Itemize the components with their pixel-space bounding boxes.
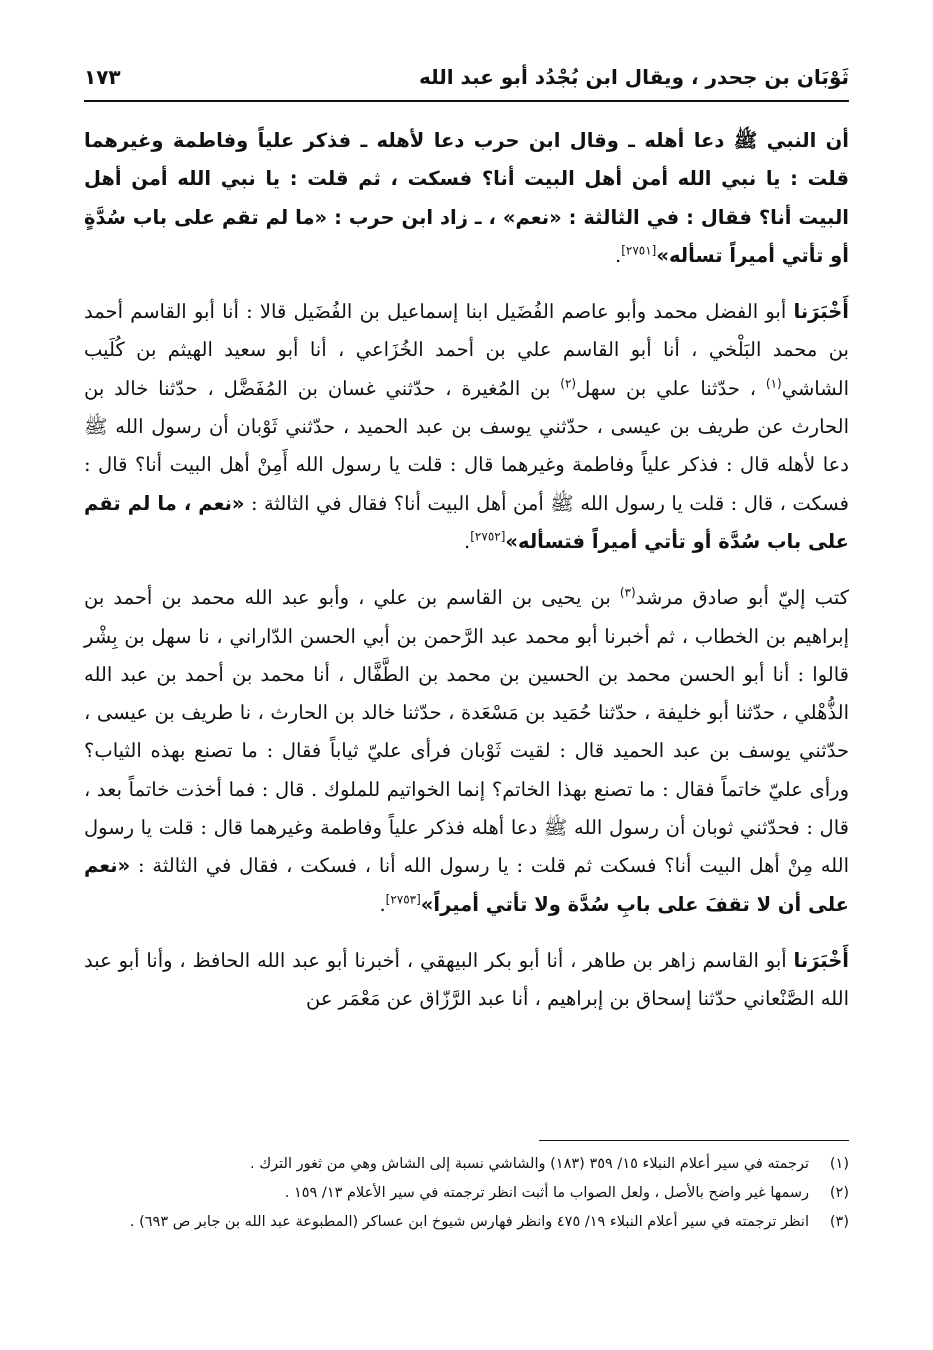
text-run: «نعم على أن لا تقفَ على بابِ سُدَّة ولا تأتي أميراً» [84, 854, 849, 916]
footnote-text: رسمها غير واضح بالأصل ، ولعل الصواب ما أثبت انظر ترجمته في سير الأعلام ١٣/ ١٥٩ . [284, 1185, 809, 1201]
footnote [84, 1150, 849, 1179]
footnote-number: (١) [829, 1156, 849, 1172]
text-run: «نعم» ، ـ زاد ابن حرب : «ما لم تقم على باب سُدَّةٍ أو تأتي أميراً تسأله» [84, 205, 849, 267]
paragraph-lead-word: أَخْبَرَنا [793, 300, 849, 324]
paragraph [84, 122, 849, 275]
footnote-reference: [٢٧٥٣] [385, 892, 421, 907]
footnote-reference: [٢٧٥٢] [470, 529, 506, 544]
footnote-number: (٣) [829, 1214, 849, 1230]
paragraph [84, 293, 849, 561]
text-run: أبو القاسم زاهر بن طاهر ، أنا أبو بكر البيهقي ، أخبرنا أبو عبد الله الحافظ ، وأنا أبو عبد الله الصَّنْعاني حدّثنا إسحاق بن إبراهيم ، أنا عبد الرَّزّاق عن مَعْمَر عن [84, 948, 849, 1011]
page-header [84, 58, 849, 96]
text-run: بن يحيى بن القاسم بن علي ، وأبو عبد الله محمد بن أحمد بن إبراهيم بن الخطاب ، ثم أخبرنا أبو محمد عبد الرَّحمن بن أبي الحسن الدّاراني ، نا سهل بن بِشْر قالوا : أنا أبو الحسن محمد بن الحسين بن محمد بن الطَّفَّال ، أنا محمد بن أحمد بن عبد الله الذُّهْلي ، حدّثنا أبو خليفة ، حدّثنا حُمَيد بن مَسْعَدة ، حدّثنا خالد بن الحارث ، نا طريف بن عيسى ، حدّثني يوسف بن عبد الحميد قال : لقيت ثَوْبان فرأى عليّ ثياباً فقال : ما تصنع بهذه الثياب؟ ورأى عليّ خاتماً فقال : ما تصنع بهذا الخاتم؟ إنما الخواتيم للملوك . قال : فما أخذت خاتماً بعد ، قال : فحدّثني ثوبان أن رسول الله ﷺ دعا أهله فذكر علياً وفاطمة وغيرهما قال : قلت يا رسول الله مِنْ أهل البيت أنا؟ فسكت ثم قلت : يا رسول الله أنا ، فسكت ، فقال في الثالثة : [84, 586, 849, 878]
footnote-reference: [٢٧٥١] [621, 243, 657, 258]
footnote [84, 1208, 849, 1237]
text-run: «نعم ، ما لم تقم على باب سُدَّة أو تأتي أميراً فتسأله» [84, 491, 849, 553]
body-text [84, 122, 849, 1037]
text-run: أبو الفضل محمد وأبو عاصم الفُضَيل ابنا إسماعيل بن الفُضَيل قالا : أنا أبو القاسم أحمد بن محمد البَلْخي ، أنا أبو القاسم علي بن أحمد الخُزَاعي ، أنا أبو سعيد الهيثم بن كُلَيب الشاشي [84, 300, 849, 400]
page-number: ١٧٣ [84, 65, 121, 89]
paragraph [84, 579, 849, 924]
footnote-separator [539, 1140, 849, 1141]
text-run: . [615, 243, 622, 267]
paragraph-lead-word: أَخْبَرَنا [793, 948, 849, 972]
header-rule [84, 100, 849, 102]
footnote [84, 1179, 849, 1208]
footnote-reference: (١) [765, 376, 782, 391]
paragraph [84, 942, 849, 1019]
text-run: بن المُغيرة ، حدّثني غسان بن المُفَضَّل ، حدّثنا خالد بن الحارث عن طريف بن عيسى ، حدّثني يوسف بن عبد الحميد ، حدّثني ثَوْبان أن رسول الله ﷺ دعا لأهله قال : فذكر علياً وفاطمة وغيرهما قال : قلت يا رسول الله أَمِنْ أهل البيت أنا؟ قال : فسكت ، قال : قلت يا رسول الله ﷺ أمن أهل البيت أنا؟ فقال في الثالثة : [84, 376, 849, 515]
footnotes [84, 1150, 849, 1237]
footnote-text: ترجمته في سير أعلام النبلاء ١٥/ ٣٥٩ (١٨٣) والشاشي نسبة إلى الشاش وهي من ثغور الترك . [250, 1156, 809, 1172]
running-title: ثَوْبَان بن جحدر ، ويقال ابن بُجْدُد أبو عبد الله [418, 65, 849, 89]
text-run: . [379, 892, 386, 916]
text-run: . [464, 529, 471, 553]
footnote-reference: (٢) [560, 376, 577, 391]
text-run: ، حدّثنا علي بن سهل [576, 376, 766, 400]
footnote-text: انظر ترجمته في سير أعلام النبلاء ١٩/ ٤٧٥ وانظر فهارس شيوخ ابن عساكر (المطبوعة عبد الله بن جابر ص ٦٩٣) . [129, 1214, 809, 1230]
footnote-number: (٢) [829, 1185, 849, 1201]
footnote-reference: (٣) [619, 585, 636, 600]
text-run: كتب إليّ أبو صادق مرشد [635, 586, 849, 610]
text-run: أن النبي ﷺ دعا أهله ـ وقال ابن حرب دعا لأهله ـ فذكر علياً وفاطمة وغيرهما قلت : يا نبي الله أمن أهل البيت أنا؟ فسكت ، ثم قلت : يا نبي الله أمن أهل البيت أنا؟ فقال : في الثالثة : [84, 129, 849, 229]
